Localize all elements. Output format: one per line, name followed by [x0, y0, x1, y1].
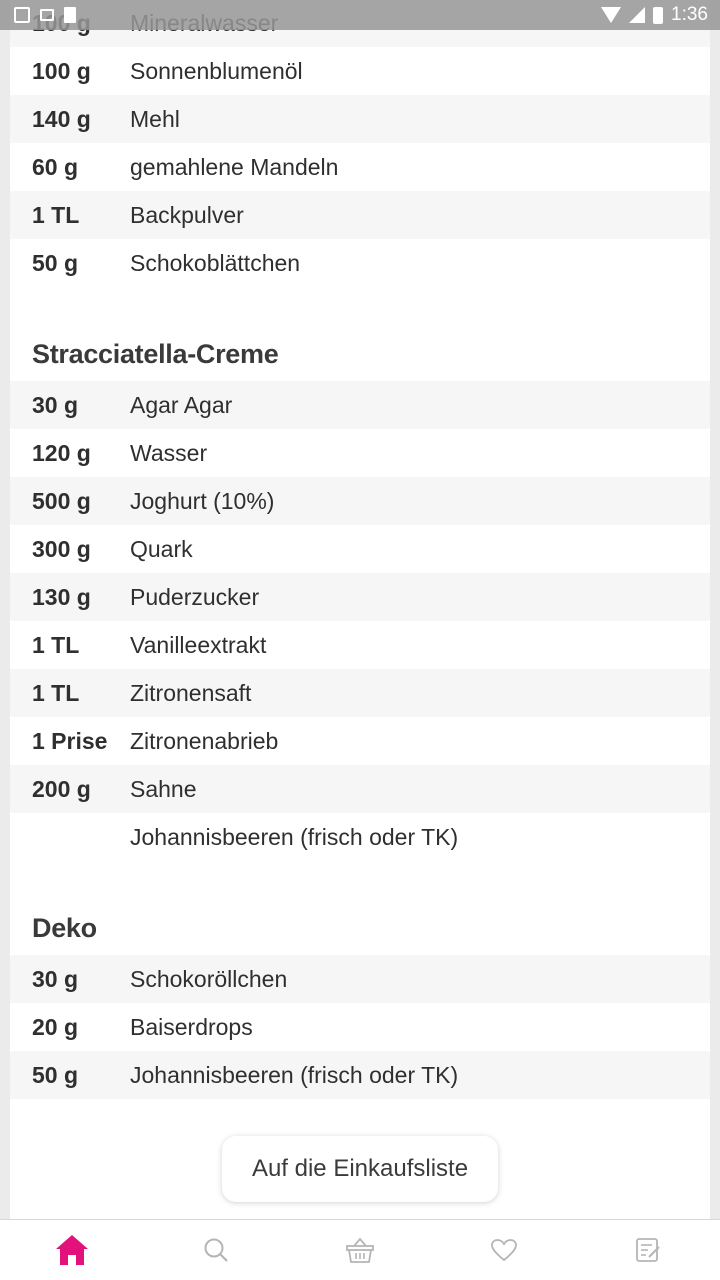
ingredient-sections	[10, 0, 710, 1099]
section-title: Deko	[32, 913, 97, 943]
ingredient-list	[10, 381, 710, 861]
ingredient-name: Johannisbeeren (frisch oder TK)	[130, 823, 459, 850]
ingredient-list	[10, 0, 710, 287]
battery-icon	[653, 7, 663, 24]
wifi-icon	[601, 7, 621, 23]
ingredient-name: Puderzucker	[130, 583, 260, 610]
ingredient-row	[10, 191, 710, 239]
ingredient-quantity: 1 TL	[32, 631, 80, 658]
ingredient-name: Zitronenabrieb	[130, 727, 279, 754]
nav-search[interactable]	[144, 1220, 288, 1280]
ingredient-quantity: 120 g	[32, 439, 91, 466]
clock: 1:36	[671, 4, 708, 25]
ingredient-row	[10, 143, 710, 191]
nav-favorites[interactable]	[432, 1220, 576, 1280]
ingredient-row	[10, 381, 710, 429]
ingredient-row	[10, 239, 710, 287]
status-bar	[0, 0, 720, 30]
ingredient-name: Baiserdrops	[130, 1013, 253, 1040]
ingredient-quantity: 200 g	[32, 775, 91, 802]
add-to-shopping-list-button[interactable]: Auf die Einkaufsliste	[222, 1136, 498, 1202]
bottom-navigation	[0, 1219, 720, 1280]
ingredient-row	[10, 477, 710, 525]
ingredient-row	[10, 1003, 710, 1051]
ingredient-name: Vanilleextrakt	[130, 631, 267, 658]
ingredient-row	[10, 669, 710, 717]
ingredient-quantity: 50 g	[32, 249, 79, 276]
ingredients-card	[10, 0, 710, 1220]
ingredient-name: Joghurt (10%)	[130, 487, 275, 514]
ingredient-name: Agar Agar	[130, 391, 233, 418]
home-icon	[54, 1233, 90, 1267]
nav-checklist[interactable]	[576, 1220, 720, 1280]
ingredient-row	[10, 955, 710, 1003]
heart-icon	[490, 1238, 518, 1262]
ingredient-list	[10, 955, 710, 1099]
ingredient-quantity: 300 g	[32, 535, 91, 562]
ingredient-name: Sonnenblumenöl	[130, 57, 303, 84]
checklist-icon	[635, 1237, 661, 1263]
ingredient-name: Schokoblättchen	[130, 249, 301, 276]
section-title: Stracciatella-Creme	[32, 339, 279, 369]
mail-notification-icon	[40, 9, 54, 21]
ingredient-row	[10, 813, 710, 861]
ingredient-row	[10, 429, 710, 477]
ingredient-quantity: 1 Prise	[32, 727, 108, 754]
ingredient-quantity: 130 g	[32, 583, 91, 610]
ingredient-quantity: 50 g	[32, 1061, 79, 1088]
section-spacer	[10, 287, 710, 311]
ingredient-row	[10, 1051, 710, 1099]
ingredient-row	[10, 621, 710, 669]
ingredient-name: Quark	[130, 535, 193, 562]
ingredient-quantity: 30 g	[32, 391, 79, 418]
ingredient-name: Schokoröllchen	[130, 965, 288, 992]
ingredient-quantity: 1 TL	[32, 201, 80, 228]
search-icon	[203, 1237, 229, 1263]
ingredient-quantity: 140 g	[32, 105, 91, 132]
image-notification-icon	[14, 7, 30, 23]
ingredient-quantity: 1 TL	[32, 679, 80, 706]
ingredient-row	[10, 717, 710, 765]
ingredient-row	[10, 765, 710, 813]
ingredient-row	[10, 95, 710, 143]
section-spacer	[10, 861, 710, 885]
ingredient-name: Sahne	[130, 775, 197, 802]
ingredient-row	[10, 573, 710, 621]
ingredient-row	[10, 525, 710, 573]
ingredient-quantity: 30 g	[32, 965, 79, 992]
ingredient-name: Mehl	[130, 105, 180, 132]
ingredient-name: Wasser	[130, 439, 208, 466]
ingredient-quantity: 20 g	[32, 1013, 79, 1040]
download-notification-icon	[64, 7, 76, 23]
ingredient-name: Johannisbeeren (frisch oder TK)	[130, 1061, 459, 1088]
nav-basket[interactable]	[288, 1220, 432, 1280]
nav-home[interactable]	[0, 1220, 144, 1280]
ingredient-quantity: 500 g	[32, 487, 91, 514]
ingredient-name: gemahlene Mandeln	[130, 153, 339, 180]
ingredient-quantity: 60 g	[32, 153, 79, 180]
basket-icon	[345, 1236, 375, 1264]
ingredient-name: Zitronensaft	[130, 679, 252, 706]
cell-signal-icon	[629, 7, 645, 23]
ingredient-name: Backpulver	[130, 201, 244, 228]
ingredient-row	[10, 47, 710, 95]
ingredient-quantity: 100 g	[32, 57, 91, 84]
